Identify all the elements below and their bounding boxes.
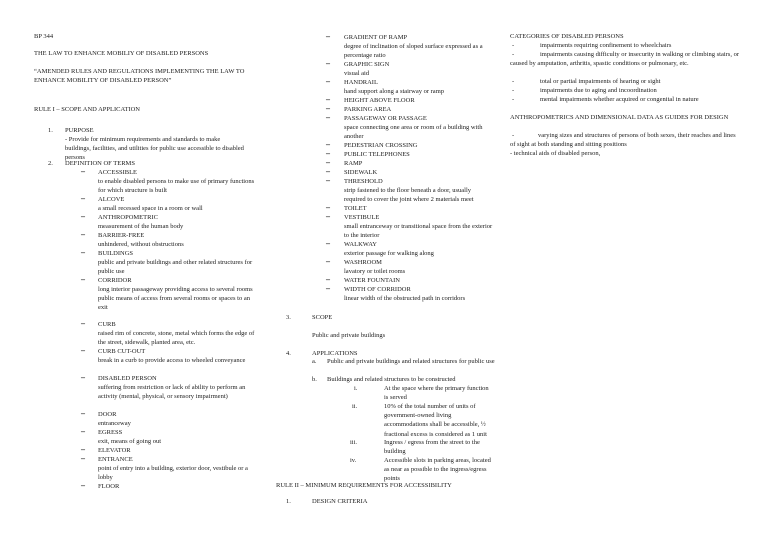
definition-term: RAMP — [344, 160, 363, 167]
design-criteria-title: DESIGN CRITERIA — [312, 498, 368, 505]
term-bullet: – — [81, 194, 85, 203]
term-bullet: – — [326, 176, 330, 185]
definition-text: a small recessed space in a room or wall — [98, 205, 203, 212]
definition-term: VESTIBULE — [344, 214, 380, 221]
sub-item-iii-text: Ingress / egress from the street to the building — [384, 439, 480, 456]
definition-term: PEDESTRIAN CROSSING — [344, 142, 418, 149]
definition-term: EGRESS — [98, 429, 123, 436]
definition-term: WIDTH OF CORRIDOR — [344, 286, 411, 293]
definition-term: THRESHOLD — [344, 178, 383, 185]
definition-text: exterior passage for walking along — [344, 250, 434, 257]
definition-text: degree of inclination of sloped surface expressed as a percentage ratio — [344, 43, 483, 60]
definition-term: DOOR — [98, 411, 117, 418]
term-bullet: – — [326, 239, 330, 248]
anthropometrics-dash: - — [512, 132, 515, 139]
definition-term: ANTHROPOMETRIC — [98, 214, 158, 221]
term-bullet: – — [81, 212, 85, 221]
definition-text: break in a curb to provide access to wheeled conveyance — [98, 357, 246, 364]
definition-term: ACCESSIBLE — [98, 169, 138, 176]
category-dash: - — [512, 87, 515, 94]
definition-text: point of entry into a building, exterior door, vestibule or a lobby — [98, 465, 248, 482]
definition-text: lavatory or toilet rooms — [344, 268, 406, 275]
sub-item-ii-text: 10% of the total number of units of government-owned living accommodations shall be accessible, ½ fractional excess is considered as 1 unit — [384, 403, 487, 438]
term-bullet: – — [326, 113, 330, 122]
definition-text: long interior passageway providing access to several rooms public means of access from several rooms or spaces to an exit — [98, 286, 253, 312]
anthropometrics-item: varying sizes and structures of persons of both sexes, their reaches and lines of sight at both standing and sitting positions — [510, 132, 736, 149]
definition-term: CORRIDOR — [98, 277, 132, 284]
category-item: total or partial impairments of hearing or sight — [540, 78, 661, 85]
design-criteria-number: 1. — [286, 498, 291, 505]
definition-term: PASSAGEWAY OR PASSAGE — [344, 115, 427, 122]
application-a-text: Public and private buildings and related structures for public use — [327, 358, 495, 365]
application-b-text: Buildings and related structures to be constructed — [327, 376, 456, 383]
definition-text: to enable disabled persons to make use of primary functions for which structure is built — [98, 178, 255, 195]
definition-term: FLOOR — [98, 483, 120, 490]
scope-text: Public and private buildings — [312, 332, 386, 339]
definition-text: measurement of the human body — [98, 223, 184, 230]
term-bullet: – — [81, 427, 85, 436]
definition-term: WASHROOM — [344, 259, 382, 266]
sub-item-ii-label: ii. — [352, 403, 358, 410]
term-bullet: – — [326, 257, 330, 266]
definition-term: DISABLED PERSON — [98, 375, 157, 382]
term-bullet: – — [326, 140, 330, 149]
term-bullet: – — [326, 77, 330, 86]
sub-item-iv-label: iv. — [350, 457, 357, 464]
application-a-label: a. — [312, 358, 317, 365]
term-bullet: – — [326, 284, 330, 293]
definition-term: PARKING AREA — [344, 106, 392, 113]
definition-term: CURB CUT-OUT — [98, 348, 146, 355]
term-bullet: – — [326, 59, 330, 68]
category-item: impairments causing difficulty or insecurity in walking or climbing stairs, or caused by amputation, arthritis, spastic conditions or pulmonary, etc. — [510, 51, 739, 68]
term-bullet: – — [81, 346, 85, 355]
definition-term: GRADIENT OF RAMP — [344, 34, 408, 41]
applications-title: APPLICATIONS — [312, 350, 358, 357]
sub-item-iv-text: Accessible slots in parking areas, located as near as possible to the ingress/egress points — [384, 457, 491, 483]
definition-term: CURB — [98, 321, 116, 328]
category-dash: - — [512, 96, 515, 103]
definition-text: public and private buildings and other related structures for public use — [98, 259, 253, 276]
applications-number: 4. — [286, 350, 291, 357]
purpose-text: - Provide for minimum requirements and standards to make buildings, facilities, and utilities for public use accessible to disabled persons — [65, 136, 244, 162]
term-bullet: – — [81, 481, 85, 490]
scope-title: SCOPE — [312, 314, 333, 321]
term-bullet: – — [326, 149, 330, 158]
definition-term: ENTRANCE — [98, 456, 133, 463]
definition-title: DEFINITION OF TERMS — [65, 160, 135, 167]
term-bullet: – — [81, 230, 85, 239]
term-bullet: – — [81, 409, 85, 418]
definition-text: raised rim of concrete, stone, metal which forms the edge of the street, sidewalk, planted area, etc. — [98, 330, 255, 347]
category-item: impairments requiring confinement to wheelchairs — [540, 42, 672, 49]
definition-text: hand support along a stairway or ramp — [344, 88, 445, 95]
term-bullet: – — [326, 95, 330, 104]
term-bullet: – — [326, 203, 330, 212]
scope-number: 3. — [286, 314, 291, 321]
purpose-number: 1. — [48, 127, 53, 134]
definition-term: SIDEWALK — [344, 169, 378, 176]
definition-term: BARRIER-FREE — [98, 232, 145, 239]
term-bullet: – — [326, 104, 330, 113]
term-bullet: – — [81, 275, 85, 284]
term-bullet: – — [81, 319, 85, 328]
law-title: THE LAW TO ENHANCE MOBILIY OF DISABLED PERSONS — [34, 50, 209, 57]
definition-term: WALKWAY — [344, 241, 377, 248]
purpose-title: PURPOSE — [65, 127, 94, 134]
category-item: impairments due to aging and incoordination — [540, 87, 657, 94]
definition-term: BUILDINGS — [98, 250, 134, 257]
term-bullet: – — [326, 167, 330, 176]
definition-term: TOILET — [344, 205, 367, 212]
category-dash: - — [512, 42, 515, 49]
categories-heading: CATEGORIES OF DISABLED PERSONS — [510, 33, 624, 40]
sub-item-iii-label: iii. — [350, 439, 358, 446]
term-bullet: – — [326, 275, 330, 284]
definition-term: GRAPHIC SIGN — [344, 61, 390, 68]
definition-term: HANDRAIL — [344, 79, 378, 86]
anthropometrics-heading: ANTHROPOMETRICS AND DIMENSIONAL DATA AS GUIDES FOR DESIGN — [510, 114, 729, 121]
definition-term: ALCOVE — [98, 196, 125, 203]
definition-term: WATER FOUNTAIN — [344, 277, 400, 284]
definition-text: exit, means of going out — [98, 438, 162, 445]
term-bullet: – — [326, 158, 330, 167]
category-dash: - — [512, 51, 515, 58]
definition-text: entranceway — [98, 420, 131, 427]
term-bullet: – — [81, 248, 85, 257]
term-bullet: – — [81, 445, 85, 454]
definition-text: strip fastened to the floor beneath a door, usually required to cover the joint where 2 materials meet — [344, 187, 474, 204]
irr-title: “AMENDED RULES AND REGULATIONS IMPLEMENTING THE LAW TO ENHANCE MOBILITY OF DISABLED PERSON” — [34, 68, 245, 85]
definition-term: PUBLIC TELEPHONES — [344, 151, 410, 158]
sub-item-i-label: i. — [354, 385, 358, 392]
definition-text: linear width of the obstructed path in corridors — [344, 295, 466, 302]
rule-two-heading: RULE II – MINIMUM REQUIREMENTS FOR ACCESSIBILITY — [276, 482, 452, 489]
definition-number: 2. — [48, 160, 53, 167]
definition-text: small entranceway or transitional space from the exterior to the interior — [344, 223, 493, 240]
anthropometrics-item: - technical aids of disabled person, — [510, 150, 601, 157]
definition-term: ELEVATOR — [98, 447, 131, 454]
definition-text: suffering from restriction or lack of ability to perform an activity (mental, physical, or sensory impairment) — [98, 384, 246, 401]
definition-text: visual aid — [344, 70, 370, 77]
definition-text: unhindered, without obstructions — [98, 241, 184, 248]
term-bullet: – — [81, 454, 85, 463]
rule-one-heading: RULE I – SCOPE AND APPLICATION — [34, 106, 140, 113]
sub-item-i-text: At the space where the primary function is served — [384, 385, 489, 402]
term-bullet: – — [81, 373, 85, 382]
definition-term: HEIGHT ABOVE FLOOR — [344, 97, 415, 104]
bill-number: BP 344 — [34, 33, 54, 40]
term-bullet: – — [81, 167, 85, 176]
definition-text: space connecting one area or room of a building with another — [344, 124, 483, 141]
category-dash: - — [512, 78, 515, 85]
term-bullet: – — [326, 32, 330, 41]
category-item: mental impairments whether acquired or congenital in nature — [540, 96, 699, 103]
application-b-label: b. — [312, 376, 317, 383]
term-bullet: – — [326, 212, 330, 221]
